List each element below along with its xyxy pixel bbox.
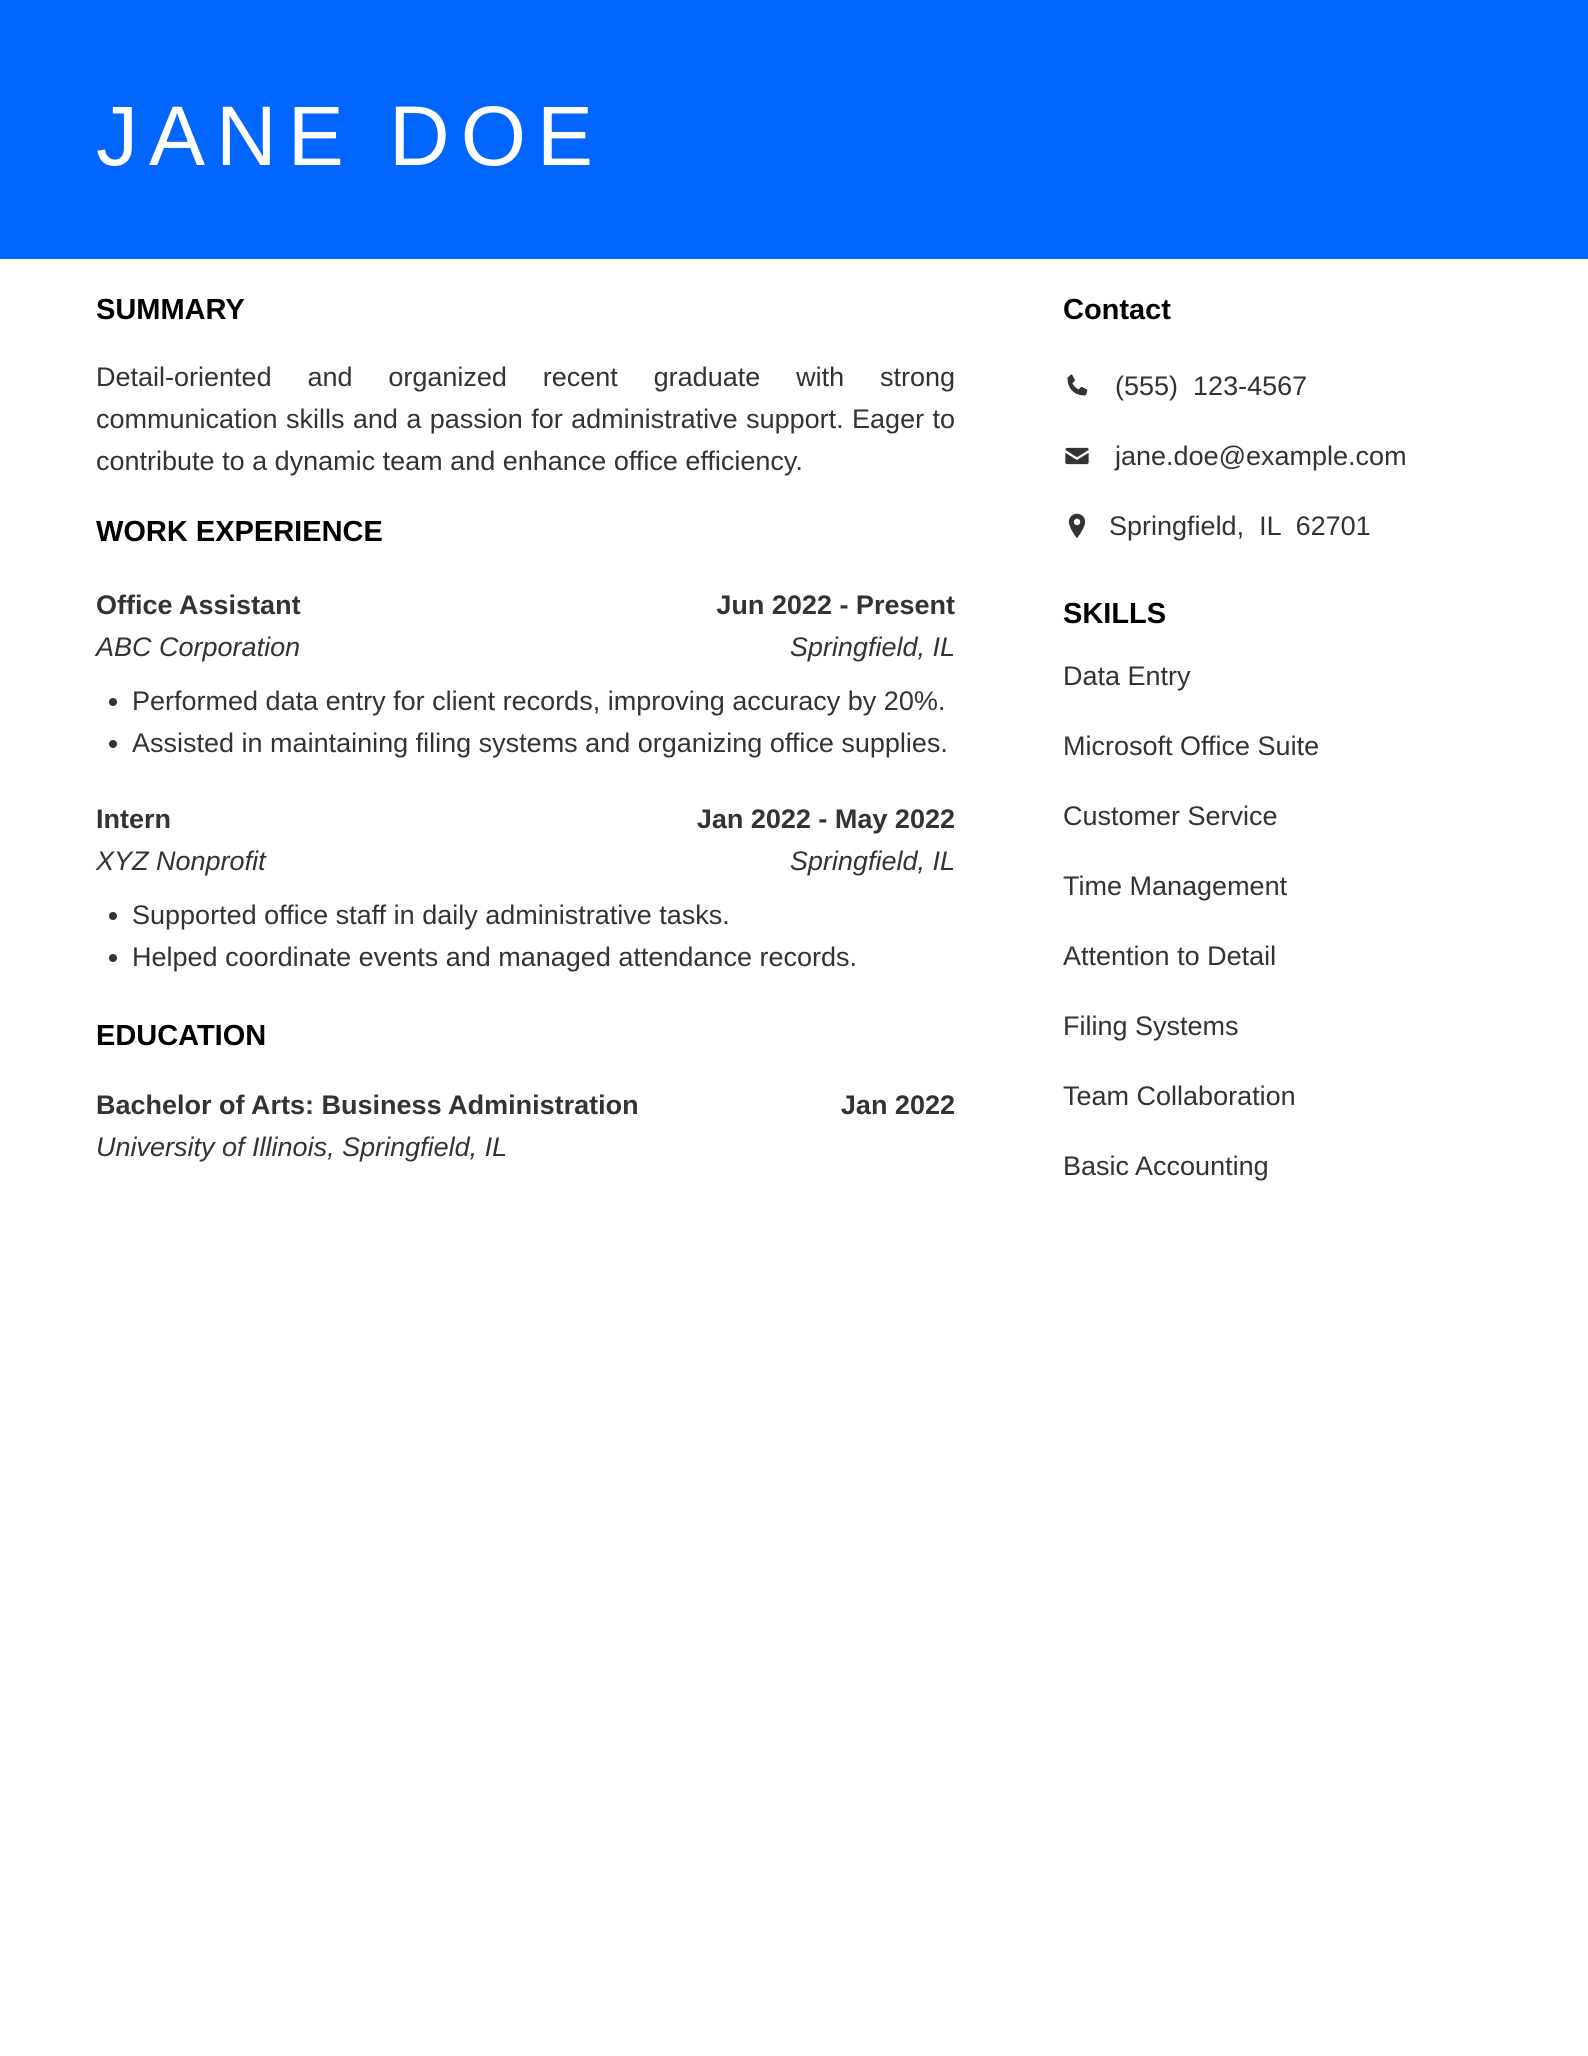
job-header-row — [96, 798, 955, 840]
skills-list — [1063, 656, 1523, 1186]
email-address: jane.doe@example.com — [1115, 440, 1407, 471]
job-bullet: • Supported office staff in daily administrative tasks. — [132, 894, 955, 936]
education-school: University of Illinois, Springfield, IL — [96, 1132, 508, 1162]
skill-item: Basic Accounting — [1063, 1151, 1269, 1181]
job-company: ABC Corporation — [96, 632, 301, 662]
skill-item: Team Collaboration — [1063, 1081, 1296, 1111]
contact-list — [1063, 366, 1523, 546]
job-header-row — [96, 584, 955, 626]
education-header-row — [96, 1084, 955, 1126]
skill-item: Attention to Detail — [1063, 941, 1277, 971]
map-pin-icon — [1063, 512, 1091, 540]
contact-location — [1063, 506, 1523, 546]
education-heading: EDUCATION — [96, 1020, 267, 1052]
job-company-row — [96, 626, 955, 668]
job-bullets — [96, 894, 955, 978]
job-location: Springfield, IL — [789, 846, 955, 876]
location-text: Springfield, IL 62701 — [1109, 510, 1371, 541]
header-banner — [0, 0, 1588, 259]
job-location: Springfield, IL — [789, 632, 955, 662]
summary-text: Detail-oriented and organized recent graduate with strong communication skills and a passion for administrative support. Eager to contribute to a dynamic team and enhance office efficiency. — [96, 362, 955, 476]
phone-icon — [1063, 372, 1091, 400]
job-bullets — [96, 680, 955, 764]
candidate-name: JANE DOE — [96, 89, 605, 183]
contact-heading: Contact — [1063, 294, 1171, 326]
education-entry — [96, 1084, 955, 1168]
contact-phone — [1063, 366, 1523, 406]
job-role: Intern — [96, 804, 172, 834]
job-dates: Jun 2022 - Present — [716, 590, 955, 620]
main-column — [96, 290, 955, 1168]
job-bullet: • Helped coordinate events and managed attendance records. — [132, 936, 955, 978]
phone-number: (555) 123-4567 — [1115, 370, 1308, 401]
work-experience-heading: WORK EXPERIENCE — [96, 516, 383, 548]
skill-item: Microsoft Office Suite — [1063, 731, 1320, 761]
job-company-row — [96, 840, 955, 882]
job-bullet: • Assisted in maintaining filing systems and organizing office supplies. — [132, 722, 955, 764]
sidebar-column — [1063, 290, 1523, 1216]
education-school-row — [96, 1126, 955, 1168]
job-entry — [96, 798, 955, 978]
summary-heading: SUMMARY — [96, 294, 245, 326]
job-entry — [96, 584, 955, 764]
contact-email — [1063, 436, 1523, 476]
job-bullet: • Performed data entry for client records, improving accuracy by 20%. — [132, 680, 955, 722]
skills-heading: SKILLS — [1063, 598, 1167, 630]
job-company: XYZ Nonprofit — [96, 846, 266, 876]
skill-item: Time Management — [1063, 871, 1288, 901]
job-role: Office Assistant — [96, 590, 301, 620]
job-dates: Jan 2022 - May 2022 — [696, 804, 955, 834]
skill-item: Customer Service — [1063, 801, 1278, 831]
education-degree: Bachelor of Arts: Business Administration — [96, 1090, 639, 1120]
education-date: Jan 2022 — [840, 1090, 955, 1120]
skill-item: Filing Systems — [1063, 1011, 1239, 1041]
envelope-icon — [1063, 442, 1091, 470]
skill-item: Data Entry — [1063, 661, 1191, 691]
